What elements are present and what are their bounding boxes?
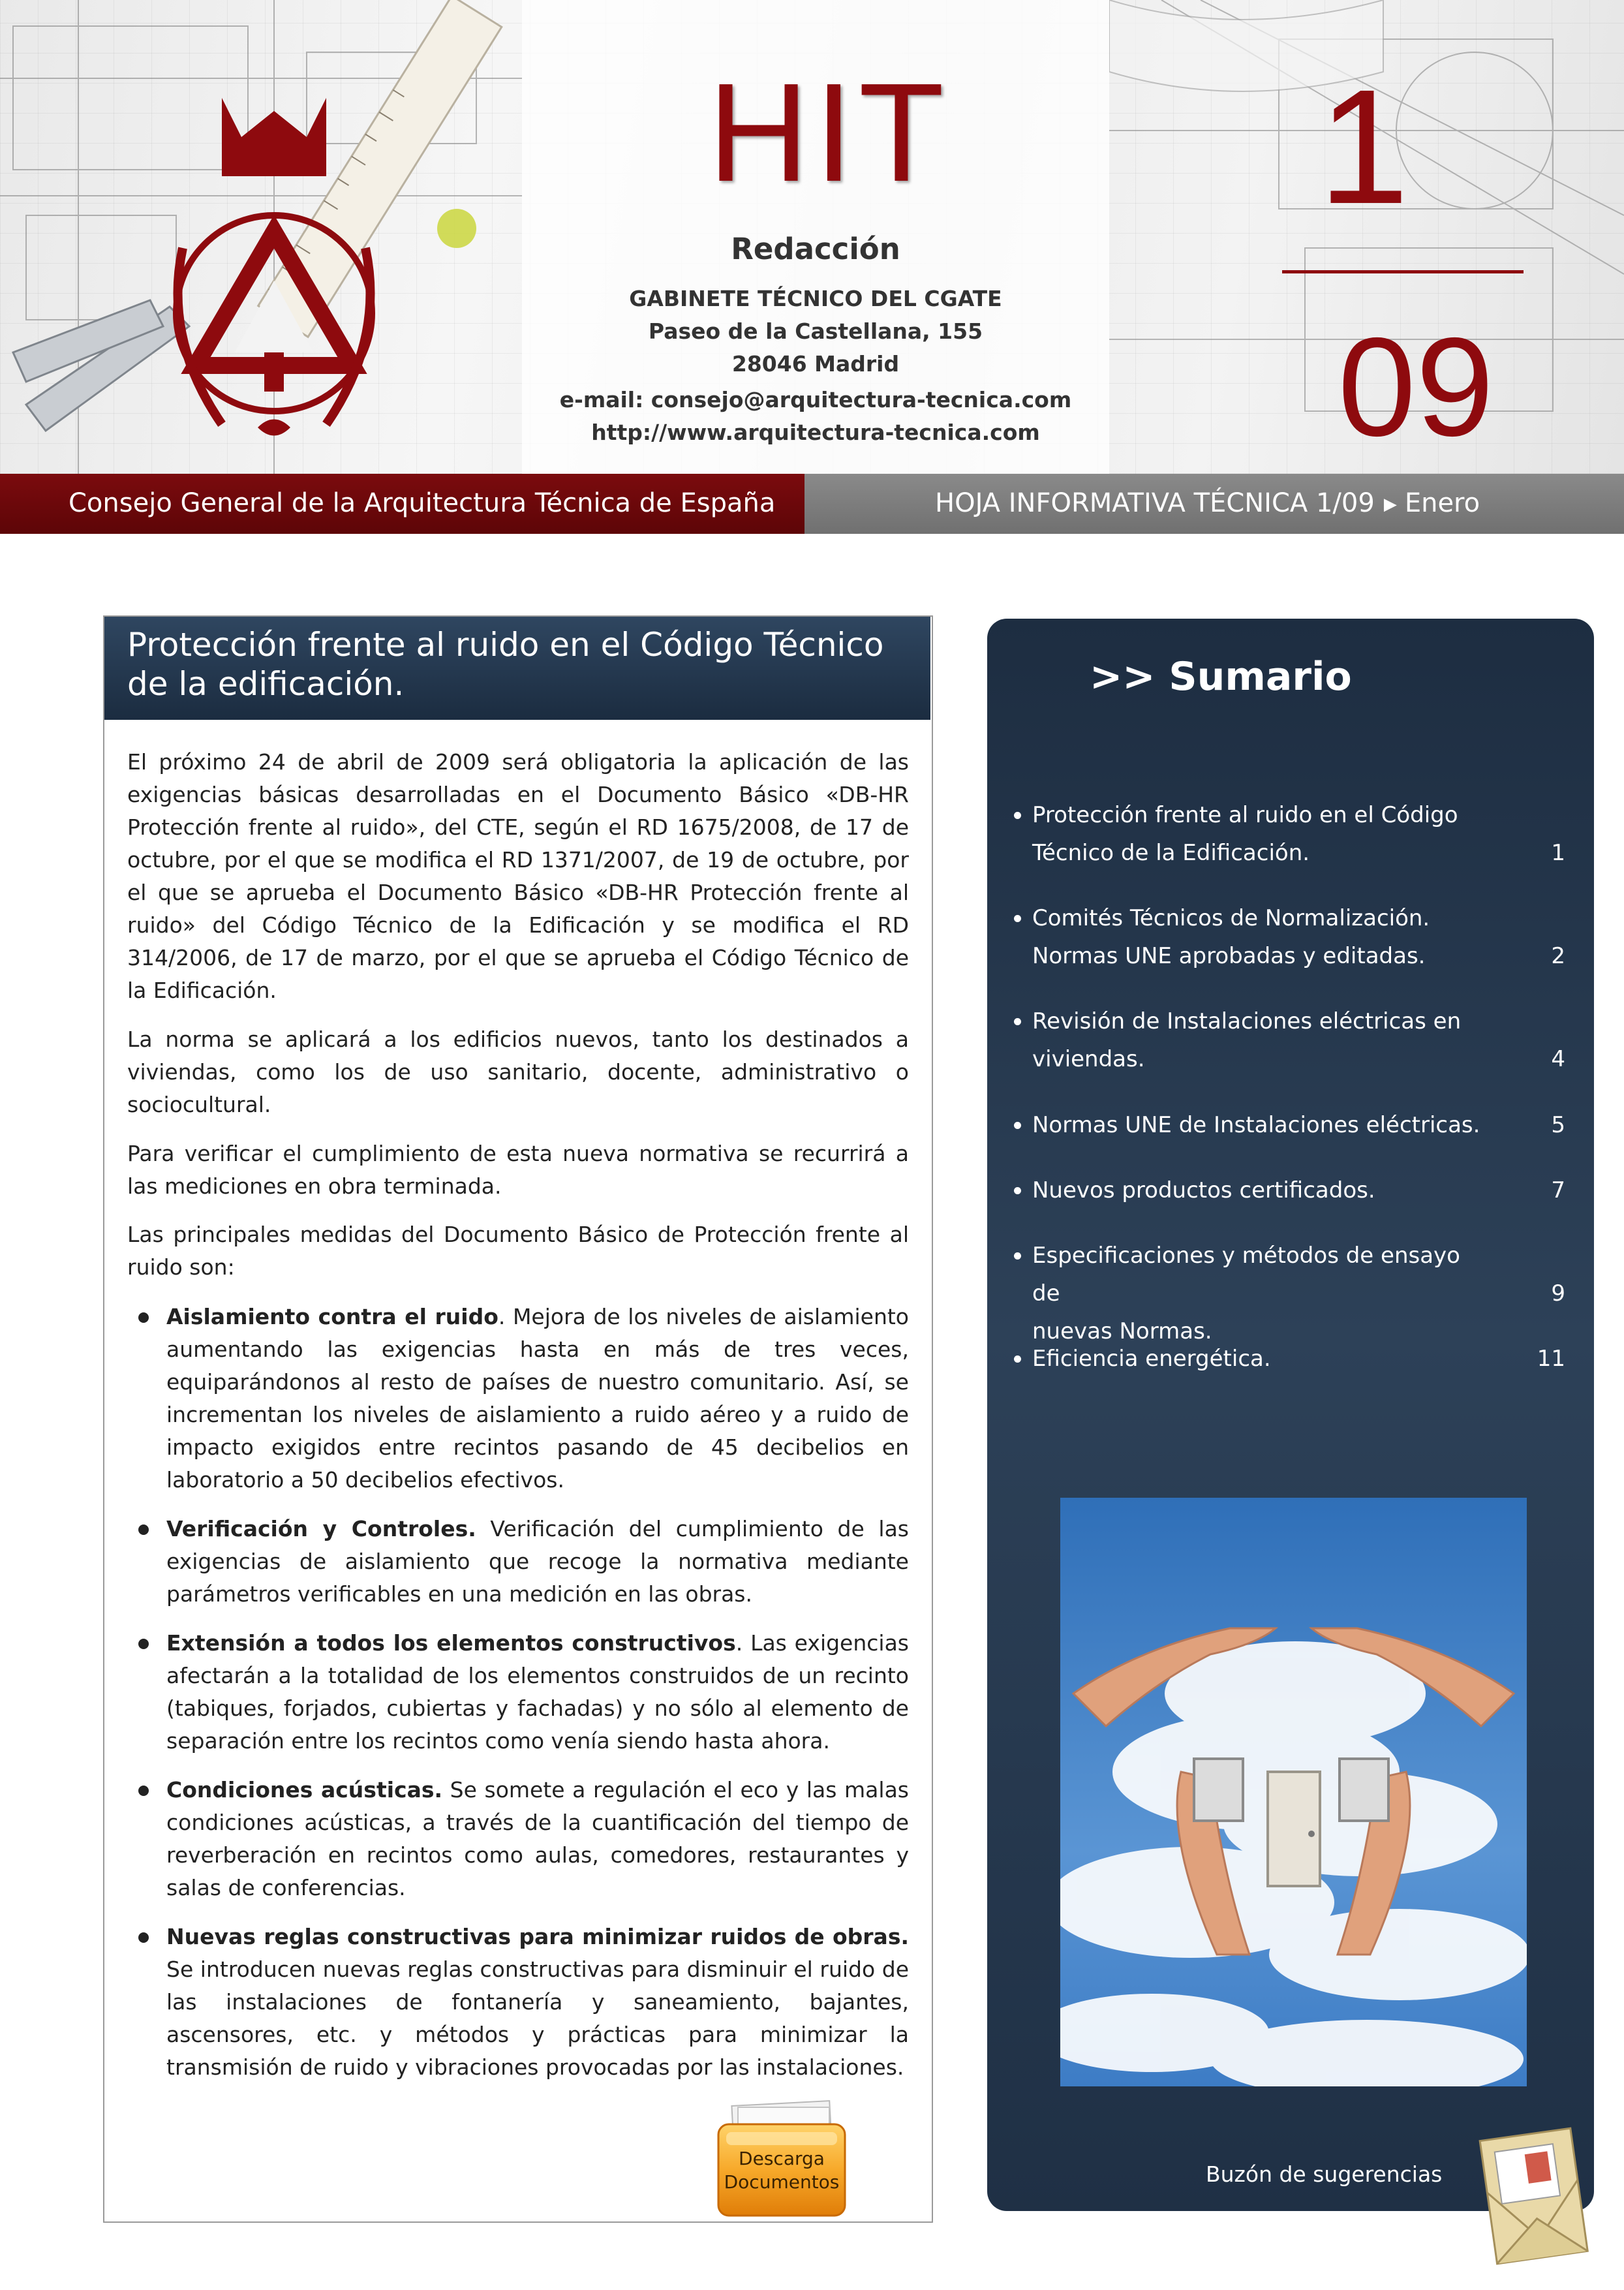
summary-item[interactable] (1014, 1340, 1565, 1378)
bullet-icon (1014, 915, 1021, 922)
summary-item[interactable] (1014, 1106, 1565, 1144)
summary-item-line1: Revisión de Instalaciones eléctricas en (1032, 1008, 1462, 1034)
summary-item-page: 4 (1551, 1046, 1565, 1072)
list-item-text: Se introducen nuevas reglas constructivas para disminuir el ruido de las instalaciones de fontanería y saneamiento, bajantes, ascensores, etc. y métodos y prácticas para minimizar la transmisión de ruido y vibraciones provocadas por las instalaciones. (166, 1957, 909, 2080)
summary-item-text (1032, 1106, 1489, 1144)
list-item (166, 1627, 909, 1757)
summary-item-page: 2 (1551, 943, 1565, 969)
summary-item[interactable] (1014, 1171, 1565, 1209)
summary-item-line1: Nuevos productos certificados. (1032, 1177, 1375, 1203)
article-paragraph: Las principales medidas del Documento Básico de Protección frente al ruido son: (127, 1222, 909, 1280)
address-organization: GABINETE TÉCNICO DEL CGATE (629, 286, 1002, 311)
triangle-right-icon: ▶ (1383, 495, 1397, 514)
article-paragraph: La norma se aplicará a los edificios nuevos, tanto los destinados a viviendas, como los de uso sanitario, docente, administrativo o sociocultural. (127, 1027, 909, 1117)
list-item-heading: Condiciones acústicas. (166, 1777, 443, 1803)
summary-item-line1: Protección frente al ruido en el Código (1032, 802, 1458, 828)
banner-month: Enero (1404, 488, 1480, 518)
bullet-icon (1014, 1355, 1021, 1363)
bullet-icon (138, 1932, 149, 1943)
article-paragraph: Para verificar el cumplimiento de esta nueva normativa se recurrirá a las mediciones en obra terminada. (127, 1141, 909, 1199)
issue-year: 09 (1338, 308, 1494, 465)
list-item-text: . Las exigencias afectarán a la totalidad de los elementos construidos de un recinto (tabiques, forjados, cubiertas y fachadas) y no sólo al elemento de separación entre los recintos como venía siendo hasta ahora. (166, 1630, 909, 1754)
summary-item-line1: Especificaciones y métodos de ensayo de (1032, 1243, 1460, 1307)
bullet-icon (1014, 812, 1021, 819)
summary-item-page: 11 (1537, 1346, 1565, 1372)
summary-item-page: 9 (1551, 1280, 1565, 1307)
list-item (166, 1513, 909, 1611)
summary-item-text (1032, 1237, 1489, 1350)
summary-item-line2: nuevas Normas. (1032, 1318, 1212, 1344)
summary-item-text (1032, 899, 1489, 975)
editorial-heading: Redacción (731, 232, 900, 266)
suggestions-box-label[interactable]: Buzón de sugerencias (1206, 2161, 1443, 2187)
summary-item-text (1032, 1002, 1489, 1078)
hands-house-sky-image (1060, 1498, 1527, 2086)
summary-item-text (1032, 1340, 1489, 1378)
summary-item[interactable] (1014, 1002, 1565, 1078)
header-background (0, 0, 1624, 474)
summary-item-line1: Normas UNE de Instalaciones eléctricas. (1032, 1112, 1480, 1138)
download-label-line2: Documentos (724, 2171, 840, 2193)
address-street: Paseo de la Castellana, 155 (648, 318, 983, 344)
list-item (166, 1301, 909, 1496)
bullet-icon (138, 1639, 149, 1649)
banner-issue-info (935, 488, 1480, 518)
blueprint-tools-image (0, 0, 522, 474)
bullet-icon (1014, 1252, 1021, 1260)
email-link[interactable]: e-mail: consejo@arquitectura-tecnica.com (559, 387, 1072, 412)
list-item-heading: Extensión a todos los elementos constructivos (166, 1630, 736, 1656)
article-paragraph: El próximo 24 de abril de 2009 será obligatoria la aplicación de las exigencias básicas desarrolladas en el Documento Básico «DB-HR Protección frente al ruido», del CTE, según el RD 1675/2008, de 17 de octubre, por el que se modifica el RD 1371/2007, de 19 de octubre, por el que se aprueba el Documento Básico «DB-HR Protección frente al ruido» del Código Técnico de la Edificación y se modifica el RD 314/2006, de 17 de marzo, por el que se aprueba el Código Técnico de la Edificación. (127, 749, 909, 1003)
list-item (166, 1774, 909, 1904)
summary-title: >> Sumario (1090, 654, 1352, 700)
summary-item-page: 7 (1551, 1177, 1565, 1203)
summary-item[interactable] (1014, 796, 1565, 872)
summary-item-line1: Eficiencia energética. (1032, 1346, 1271, 1372)
list-item-heading: Nuevas reglas constructivas para minimizar ruidos de obras. (166, 1924, 909, 1949)
summary-item-text (1032, 1171, 1489, 1209)
list-item (166, 1921, 909, 2084)
summary-item-text (1032, 796, 1489, 872)
summary-item[interactable] (1014, 1237, 1565, 1344)
bullet-icon (138, 1524, 149, 1535)
issue-divider (1282, 270, 1524, 273)
publication-title: HIT (707, 54, 950, 211)
list-item-heading: Verificación y Controles. (166, 1516, 476, 1541)
list-item-text: Se somete a regulación el eco y las malas condiciones acústicas, a través de la cuantificación del tiempo de reverberación en recintos como aulas, comedores, restaurantes y salas de conferencias. (166, 1777, 909, 1900)
banner-issue-label: HOJA INFORMATIVA TÉCNICA 1/09 (935, 488, 1375, 518)
list-item-text: Verificación del cumplimiento de las exigencias de aislamiento que recoge la normativa mediante parámetros verificables en una medición en las obras. (166, 1516, 909, 1607)
bullet-icon (1014, 1122, 1021, 1129)
address-city: 28046 Madrid (731, 351, 900, 377)
article-title: Protección frente al ruido en el Código Técnico de la edificación. (127, 626, 884, 703)
bullet-icon (138, 1312, 149, 1323)
summary-item-page: 1 (1551, 840, 1565, 866)
summary-item-line1: Comités Técnicos de Normalización. (1032, 905, 1430, 931)
summary-item[interactable] (1014, 899, 1565, 975)
bullet-icon (1014, 1018, 1021, 1025)
download-label-line1: Descarga (739, 2148, 825, 2169)
list-item-text: . Mejora de los niveles de aislamiento aumentando las exigencias hasta en más de tres veces, equiparándonos al resto de países de nuestro comunitario. Así, se incrementan los niveles de aislamiento a ruido aéreo y a ruido de impacto exigidos entre recintos pasando de 45 decibelios en laboratorio a 50 decibelios efectivos. (166, 1304, 909, 1493)
bullet-icon (138, 1786, 149, 1796)
bullet-icon (1014, 1187, 1021, 1194)
banner-organization: Consejo General de la Arquitectura Técnica de España (69, 488, 776, 518)
summary-item-line2: viviendas. (1032, 1046, 1145, 1072)
website-link[interactable]: http://www.arquitectura-tecnica.com (591, 420, 1040, 445)
summary-item-page: 5 (1551, 1112, 1565, 1138)
summary-item-line2: Normas UNE aprobadas y editadas. (1032, 943, 1426, 969)
envelope-icon[interactable] (1478, 2108, 1589, 2281)
issue-number: 1 (1318, 55, 1409, 238)
summary-item-line2: Técnico de la Edificación. (1032, 840, 1310, 866)
download-documents-label[interactable] (713, 2147, 850, 2194)
list-item-heading: Aislamiento contra el ruido (166, 1304, 498, 1329)
